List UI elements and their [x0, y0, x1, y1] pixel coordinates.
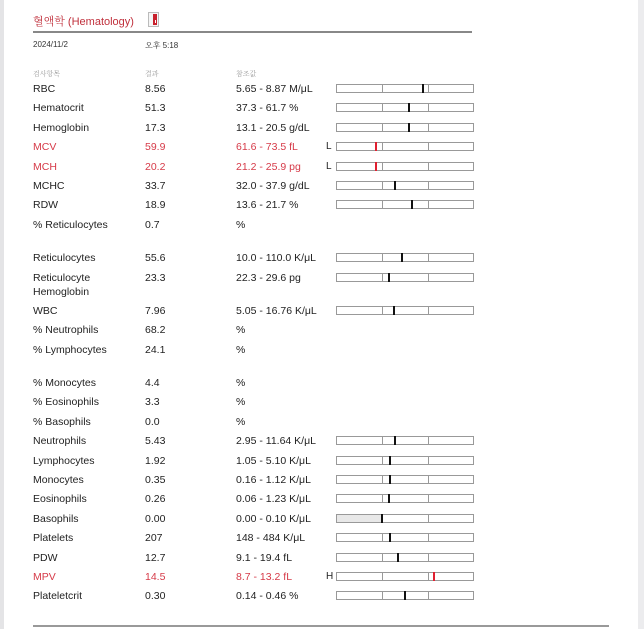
- result-row: [0, 473, 644, 492]
- result-row: [0, 121, 644, 140]
- reference-range: 22.3 - 29.6 pg: [236, 271, 301, 284]
- gauge-divider: [382, 124, 383, 131]
- gauge-marker: [408, 103, 410, 112]
- gauge-divider: [428, 274, 429, 281]
- reference-range: %: [236, 377, 246, 390]
- result-row: [0, 512, 644, 531]
- gauge-divider: [382, 163, 383, 170]
- result-name: % Basophils: [33, 415, 91, 428]
- gauge-marker: [389, 475, 391, 484]
- result-value: 1.92: [145, 454, 166, 467]
- result-name: % Reticulocytes: [33, 218, 108, 231]
- gauge-divider: [382, 307, 383, 314]
- reference-range: 0.06 - 1.23 K/μL: [236, 493, 311, 506]
- test-date: 2024/11/2: [33, 40, 68, 49]
- column-header-reference: 참조값: [236, 71, 257, 78]
- result-value: 23.3: [145, 271, 166, 284]
- range-gauge: [336, 84, 474, 93]
- gauge-marker: [388, 494, 390, 503]
- result-row: [0, 251, 644, 270]
- result-name: MCH: [33, 160, 57, 173]
- result-name: RDW: [33, 199, 59, 212]
- gauge-divider: [382, 254, 383, 261]
- gauge-marker: [408, 123, 410, 132]
- result-row: [0, 179, 644, 198]
- result-value: 59.9: [145, 141, 166, 154]
- result-name: % Lymphocytes: [33, 343, 107, 356]
- result-row: [0, 551, 644, 570]
- result-name: Basophils: [33, 512, 79, 525]
- column-header-name: 검사항목: [33, 71, 61, 78]
- result-value: 7.96: [145, 304, 166, 317]
- reference-range: 37.3 - 61.7 %: [236, 102, 299, 115]
- result-name: Platelets: [33, 532, 74, 545]
- result-value: 0.00: [145, 512, 166, 525]
- section-title: 혈액학 (Hematology): [33, 16, 134, 28]
- result-value: 51.3: [145, 102, 166, 115]
- result-value: 14.5: [145, 570, 166, 583]
- reference-range: 8.7 - 13.2 fL: [236, 570, 293, 583]
- gauge-marker: [422, 84, 424, 93]
- result-row: [0, 160, 644, 179]
- result-row: [0, 82, 644, 101]
- result-value: 0.35: [145, 474, 166, 487]
- header-divider: [33, 31, 472, 33]
- gauge-divider: [428, 457, 429, 464]
- range-gauge: [336, 572, 474, 581]
- result-value: 55.6: [145, 252, 166, 265]
- results-table: [0, 82, 644, 609]
- result-row: [0, 376, 644, 395]
- reference-range: 1.05 - 5.10 K/μL: [236, 454, 311, 467]
- gauge-divider: [428, 182, 429, 189]
- range-gauge: [336, 436, 474, 445]
- gauge-divider: [382, 534, 383, 541]
- range-gauge: [336, 456, 474, 465]
- gauge-divider: [382, 554, 383, 561]
- result-name: % Eosinophils: [33, 396, 99, 409]
- reference-range: 0.14 - 0.46 %: [236, 590, 299, 603]
- result-name: Lymphocytes: [33, 454, 95, 467]
- result-name: MCHC: [33, 179, 65, 192]
- result-row: [0, 395, 644, 414]
- range-gauge: [336, 103, 474, 112]
- result-row: [0, 101, 644, 120]
- gauge-divider: [428, 143, 429, 150]
- result-value: 0.30: [145, 590, 166, 603]
- gauge-marker: [411, 200, 413, 209]
- result-value: 3.3: [145, 396, 160, 409]
- result-row: [0, 531, 644, 550]
- gauge-marker: [404, 591, 406, 600]
- gauge-divider: [382, 573, 383, 580]
- result-row: [0, 570, 644, 589]
- result-name: Reticulocytes: [33, 252, 96, 265]
- column-header-result: 결과: [145, 71, 159, 78]
- range-gauge: [336, 475, 474, 484]
- gauge-divider: [428, 495, 429, 502]
- reference-range: 61.6 - 73.5 fL: [236, 141, 298, 154]
- gauge-marker: [389, 456, 391, 465]
- result-row: [0, 434, 644, 453]
- result-value: 4.4: [145, 377, 160, 390]
- gauge-divider: [428, 85, 429, 92]
- gauge-marker: [375, 142, 377, 151]
- reference-range: 13.1 - 20.5 g/dL: [236, 121, 310, 134]
- range-gauge: [336, 142, 474, 151]
- result-row: [0, 323, 644, 342]
- result-name: Hematocrit: [33, 102, 84, 115]
- reference-range: 32.0 - 37.9 g/dL: [236, 179, 310, 192]
- gauge-divider: [382, 201, 383, 208]
- reference-range: 0.00 - 0.10 K/μL: [236, 512, 311, 525]
- range-gauge: [336, 181, 474, 190]
- gauge-divider: [428, 437, 429, 444]
- reference-range: %: [236, 324, 246, 337]
- result-row: [0, 271, 644, 304]
- result-name: PDW: [33, 551, 58, 564]
- reference-range: %: [236, 343, 246, 356]
- gauge-divider: [428, 307, 429, 314]
- range-gauge: [336, 514, 474, 523]
- reference-range: 0.16 - 1.12 K/μL: [236, 474, 311, 487]
- gauge-divider: [382, 592, 383, 599]
- gauge-divider: [382, 457, 383, 464]
- result-value: 24.1: [145, 343, 166, 356]
- reference-range: 13.6 - 21.7 %: [236, 199, 299, 212]
- result-row: [0, 140, 644, 159]
- gauge-divider: [382, 104, 383, 111]
- abnormal-flag: L: [326, 160, 332, 172]
- gauge-divider: [428, 104, 429, 111]
- result-name: % Neutrophils: [33, 324, 99, 337]
- gauge-divider: [428, 554, 429, 561]
- result-name: % Monocytes: [33, 377, 97, 390]
- result-value: 33.7: [145, 179, 166, 192]
- reference-range: 10.0 - 110.0 K/μL: [236, 252, 316, 265]
- gauge-marker: [388, 273, 390, 282]
- gauge-marker: [394, 436, 396, 445]
- gauge-divider: [382, 437, 383, 444]
- result-name: WBC: [33, 304, 58, 317]
- range-gauge: [336, 200, 474, 209]
- gauge-marker: [381, 514, 383, 523]
- result-name: Reticulocyte Hemoglobin: [33, 271, 91, 298]
- result-name: MCV: [33, 141, 57, 154]
- report-icon[interactable]: [148, 12, 159, 27]
- result-value: 207: [145, 532, 163, 545]
- result-name: Monocytes: [33, 474, 84, 487]
- abnormal-flag: L: [326, 141, 332, 153]
- result-value: 8.56: [145, 83, 166, 95]
- gauge-marker: [433, 572, 435, 581]
- result-value: 68.2: [145, 324, 166, 337]
- result-name: Eosinophils: [33, 493, 87, 506]
- range-gauge: [336, 553, 474, 562]
- footer-divider: [33, 625, 609, 627]
- gauge-divider: [382, 476, 383, 483]
- gauge-marker: [401, 253, 403, 262]
- result-row: [0, 454, 644, 473]
- reference-range: %: [236, 415, 246, 428]
- result-row: [0, 343, 644, 376]
- result-value: 0.26: [145, 493, 166, 506]
- gauge-marker: [389, 533, 391, 542]
- test-time: 오후 5:18: [145, 41, 179, 50]
- range-gauge: [336, 162, 474, 171]
- abnormal-flag: H: [326, 570, 334, 582]
- result-row: [0, 415, 644, 434]
- result-name: MPV: [33, 570, 56, 583]
- result-row: [0, 198, 644, 217]
- reference-range: 5.05 - 16.76 K/μL: [236, 304, 317, 317]
- reference-range: 5.65 - 8.87 M/μL: [236, 83, 313, 95]
- gauge-divider: [382, 182, 383, 189]
- range-gauge: [336, 306, 474, 315]
- reference-range: %: [236, 396, 246, 409]
- gauge-marker: [397, 553, 399, 562]
- range-gauge: [336, 494, 474, 503]
- gauge-marker: [393, 306, 395, 315]
- gauge-marker: [394, 181, 396, 190]
- reference-range: 9.1 - 19.4 fL: [236, 551, 293, 564]
- result-value: 0.7: [145, 218, 160, 231]
- gauge-divider: [382, 495, 383, 502]
- gauge-divider: [428, 515, 429, 522]
- result-row: [0, 589, 644, 608]
- gauge-divider: [428, 254, 429, 261]
- range-gauge: [336, 253, 474, 262]
- range-gauge: [336, 123, 474, 132]
- reference-range: 2.95 - 11.64 K/μL: [236, 435, 316, 448]
- gauge-divider: [382, 85, 383, 92]
- gauge-divider: [428, 592, 429, 599]
- result-value: 0.0: [145, 415, 160, 428]
- gauge-marker: [375, 162, 377, 171]
- gauge-divider: [382, 274, 383, 281]
- result-name: Hemoglobin: [33, 121, 90, 134]
- gauge-divider: [428, 476, 429, 483]
- gauge-divider: [428, 201, 429, 208]
- result-row: [0, 218, 644, 251]
- reference-range: 148 - 484 K/μL: [236, 532, 306, 545]
- gauge-divider: [428, 534, 429, 541]
- result-row: [0, 304, 644, 323]
- reference-range: %: [236, 218, 246, 231]
- gauge-divider: [382, 143, 383, 150]
- gauge-divider: [428, 573, 429, 580]
- result-value: 20.2: [145, 160, 166, 173]
- result-value: 17.3: [145, 121, 166, 134]
- range-gauge: [336, 273, 474, 282]
- range-gauge: [336, 533, 474, 542]
- gauge-low-fill: [337, 515, 382, 522]
- result-value: 18.9: [145, 199, 166, 212]
- range-gauge: [336, 591, 474, 600]
- result-value: 5.43: [145, 435, 166, 448]
- result-name: RBC: [33, 83, 56, 95]
- result-name: Neutrophils: [33, 435, 87, 448]
- gauge-divider: [428, 124, 429, 131]
- result-value: 12.7: [145, 551, 166, 564]
- result-row: [0, 492, 644, 511]
- reference-range: 21.2 - 25.9 pg: [236, 160, 301, 173]
- gauge-divider: [428, 163, 429, 170]
- result-name: Plateletcrit: [33, 590, 83, 603]
